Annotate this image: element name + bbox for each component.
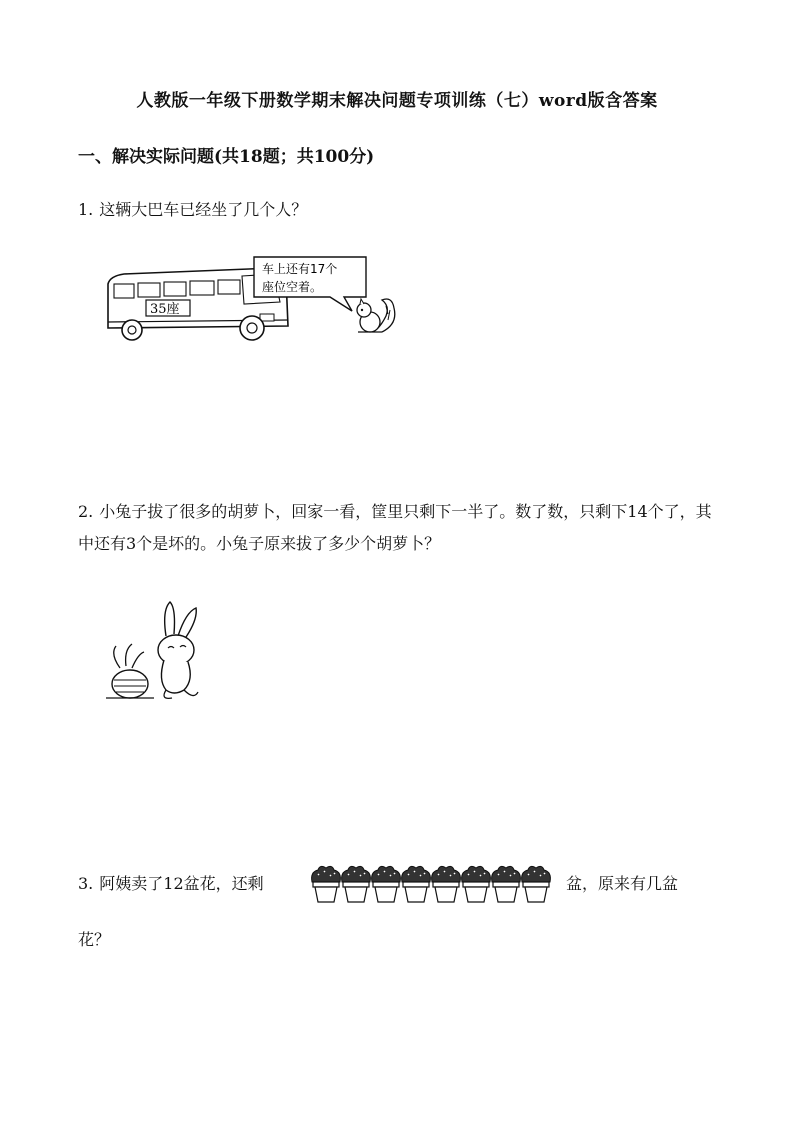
flower-pot-icon (312, 866, 341, 902)
bubble-line-2: 座位空着。 (262, 280, 323, 294)
question-text-part2: 盆，原来有几盆 (566, 874, 679, 893)
flower-pot-icon (492, 866, 521, 902)
question-1 (78, 194, 718, 226)
carrot-basket-icon (104, 640, 164, 702)
section-heading: 一、解决实际问题(共18题；共100分) (78, 147, 375, 167)
flower-pot-icon (342, 866, 371, 902)
flower-pot-icon (432, 866, 461, 902)
question-text: 这辆大巴车已经坐了几个人？ (99, 200, 308, 219)
flower-pot-icon (402, 866, 431, 902)
question-number: 2. (78, 502, 94, 521)
question-number: 3. (78, 874, 94, 893)
flower-pot-icon (522, 866, 551, 902)
flower-pot-icon (372, 866, 401, 902)
question-text-part1: 阿姨卖了12盆花，还剩 (99, 874, 264, 893)
page-title: 人教版一年级下册数学期末解决问题专项训练（七）word版含答案 (136, 91, 658, 111)
question-number: 1. (78, 200, 94, 219)
bus-seat-label: 35座 (150, 302, 180, 317)
bubble-line-1: 车上还有17个 (262, 262, 338, 276)
squirrel-icon (352, 294, 402, 336)
question-text: 小兔子拔了很多的胡萝卜，回家一看，筐里只剩下一半了。数了数，只剩下14个了，其中还有3个是坏的。小兔子原来拔了多少个胡萝卜？ (78, 502, 712, 553)
question-3 (78, 868, 264, 900)
question-2 (78, 496, 718, 560)
flower-pot-icon (462, 866, 491, 902)
flower-pot-row (310, 864, 554, 904)
question-text-part3: 花？ (78, 930, 111, 949)
